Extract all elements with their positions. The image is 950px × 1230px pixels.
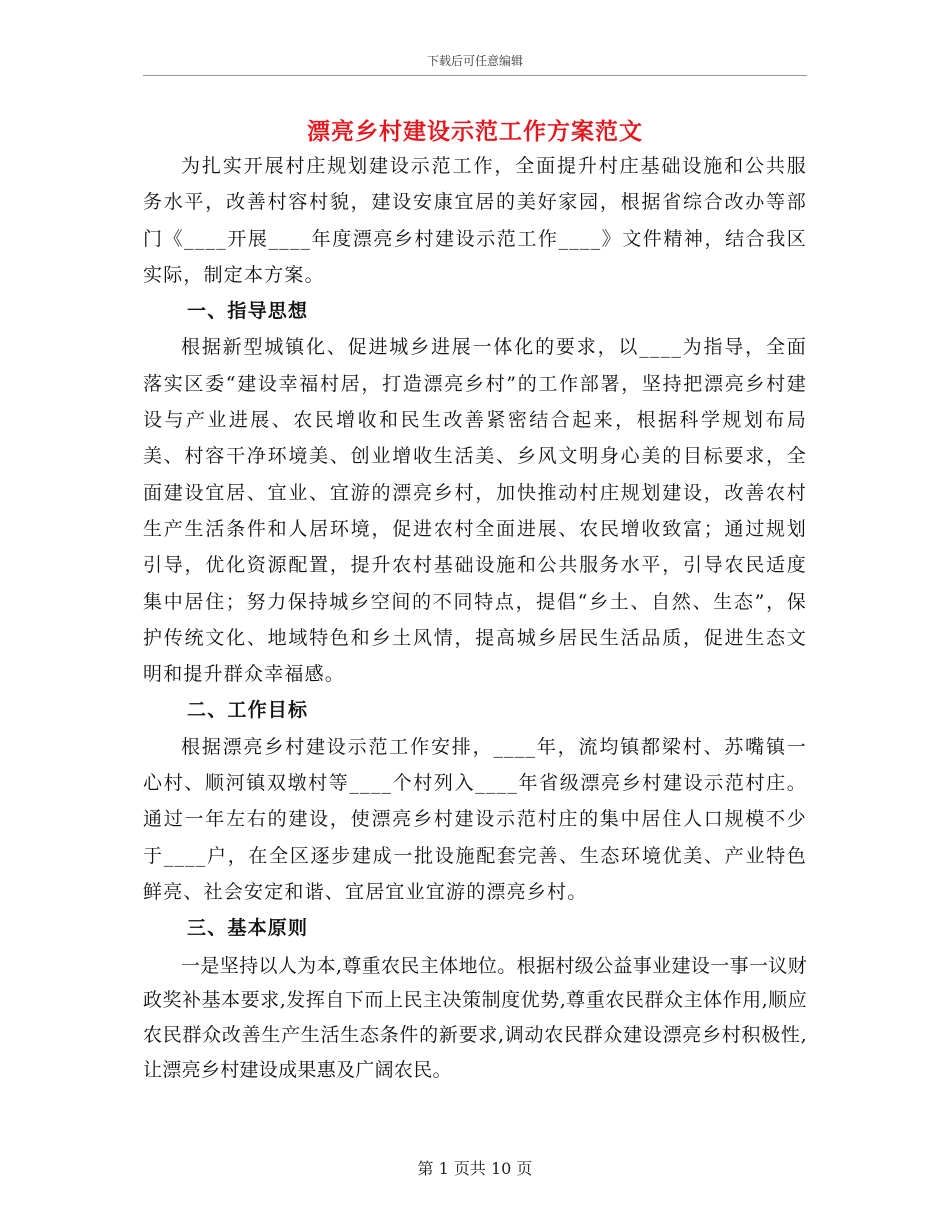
header-note: 下载后可任意编辑 [426, 54, 523, 68]
document-body [143, 148, 807, 1088]
document-title: 漂亮乡村建设示范工作方案范文 [307, 118, 643, 145]
intro-paragraph: 为扎实开展村庄规划建设示范工作，全面提升村庄基础设施和公共服务水平，改善村容村貌，建设安康宜居的美好家园，根据省综合改办等部门《____开展____年度漂亮乡村建设示范工作____》文件精神，结合我区实际，制定本方案。 [143, 155, 807, 286]
section-paragraph: 一是坚持以人为本,尊重农民主体地位。根据村级公益事业建设一事一议财政奖补基本要求,发挥自下而上民主决策制度优势,尊重农民群众主体作用,顺应农民群众改善生产生活生态条件的新要求,调动农民群众建设漂亮乡村积极性,让漂亮乡村建设成果惠及广阔农民。 [143, 954, 807, 1081]
section-heading: 三、基本原则 [187, 917, 309, 940]
section-paragraph: 根据漂亮乡村建设示范工作安排，____年，流均镇都梁村、苏嘴镇一心村、顺河镇双墩村等____个村列入____年省级漂亮乡村建设示范村庄。通过一年左右的建设，使漂亮乡村建设示范村庄的集中居住人口规模不少于____户，在全区逐步建成一批设施配套完善、生态环境优美、产业特色鲜亮、社会安定和谐、宜居宜业宜游的漂亮乡村。 [143, 735, 807, 903]
header-divider [143, 75, 807, 76]
section-paragraph: 根据新型城镇化、促进城乡进展一体化的要求，以____为指导，全面落实区委“建设幸福村居，打造漂亮乡村”的工作部署，坚持把漂亮乡村建设与产业进展、农民增收和民生改善紧密结合起来，根据科学规划布局美、村容干净环境美、创业增收生活美、乡风文明身心美的目标要求，全面建设宜居、宜业、宜游的漂亮乡村，加快推动村庄规划建设，改善农村生产生活条件和人居环境，促进农村全面进展、农民增收致富；通过规划引导，优化资源配置，提升农村基础设施和公共服务水平，引导农民适度集中居住；努力保持城乡空间的不同特点，提倡“乡土、自然、生态”，保护传统文化、地域特色和乡土风情，提高城乡居民生活品质，促进生态文明和提升群众幸福感。 [143, 336, 807, 686]
section-heading: 一、指导思想 [187, 300, 309, 323]
section-heading: 二、工作目标 [187, 699, 309, 722]
page-number: 第 1 页共 10 页 [417, 1159, 533, 1178]
